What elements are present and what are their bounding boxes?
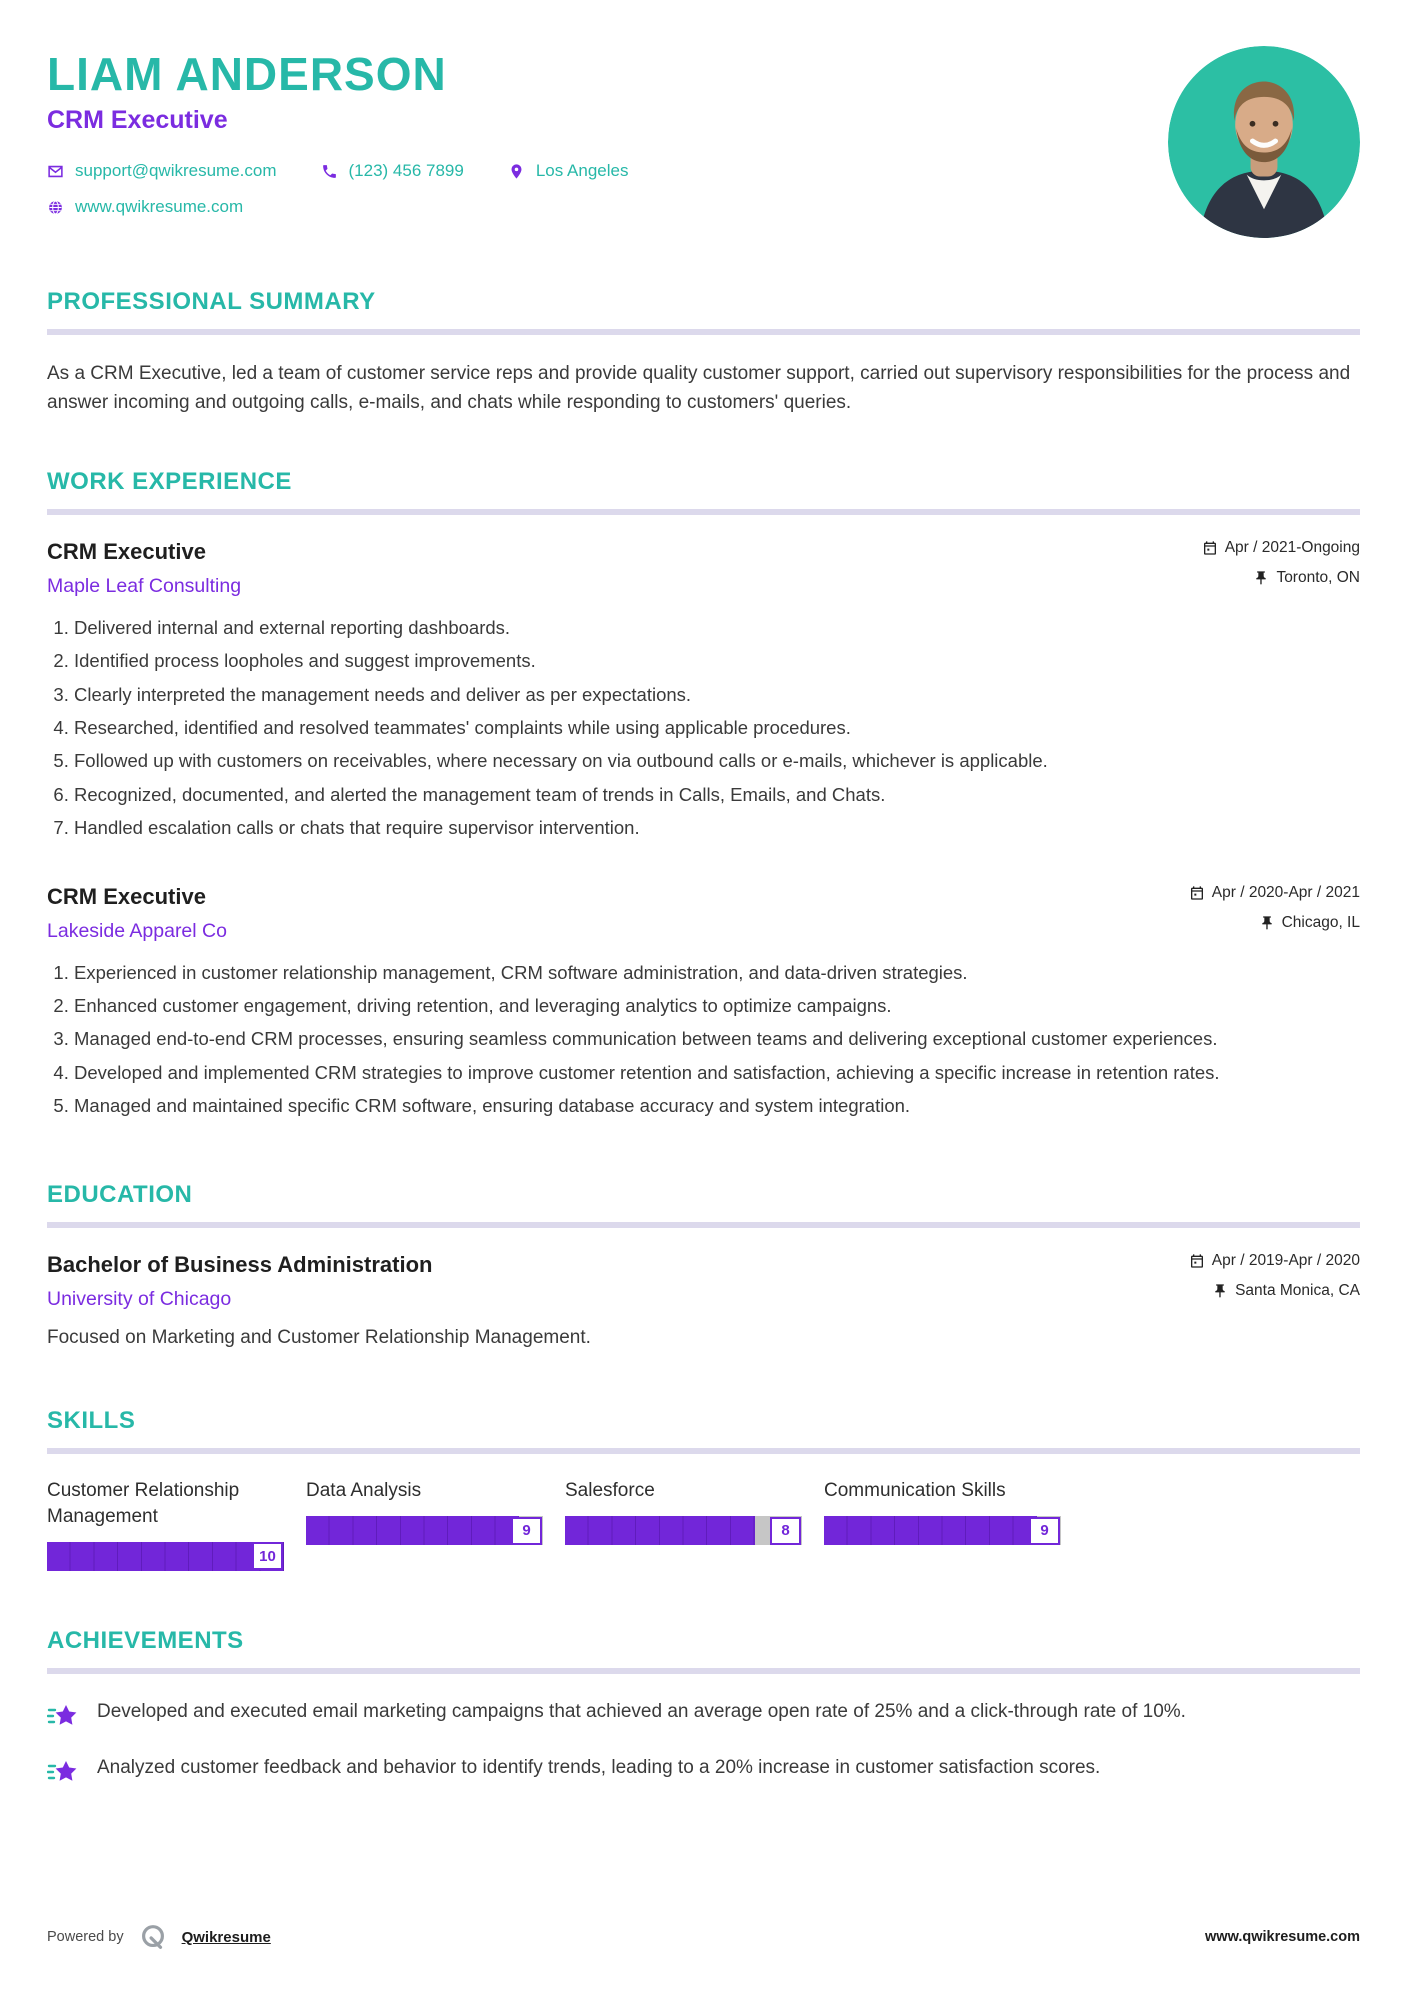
- education-location: Santa Monica, CA: [1235, 1282, 1360, 1300]
- job-bullet-list: [47, 614, 1360, 842]
- resume-header: [47, 42, 1360, 238]
- email-icon: [47, 163, 64, 180]
- pushpin-icon: [1212, 1283, 1228, 1299]
- job-bullet: 7. Handled escalation calls or chats that require supervisor intervention.: [74, 814, 1360, 841]
- section-education: [47, 1181, 1360, 1349]
- profile-photo: [1168, 46, 1360, 238]
- job-bullet: 1. Experienced in customer relationship management, CRM software administration, and data-driven strategies.: [74, 959, 1360, 986]
- skill-progress-bar: [306, 1516, 543, 1545]
- skill-progress-bar: [824, 1516, 1061, 1545]
- contact-website[interactable]: [47, 197, 243, 217]
- contact-row-2: [47, 197, 628, 217]
- calendar-icon: [1202, 540, 1218, 556]
- contact-row-1: [47, 161, 628, 181]
- education-description: Focused on Marketing and Customer Relationship Management.: [47, 1327, 591, 1349]
- achievements-heading: ACHIEVEMENTS: [47, 1626, 244, 1654]
- job-title: CRM Executive: [47, 538, 206, 564]
- skill-score-badge: 9: [1029, 1517, 1060, 1545]
- education-school-link[interactable]: University of Chicago: [47, 1288, 232, 1311]
- contact-location-text: Los Angeles: [535, 161, 629, 181]
- candidate-name: LIAM ANDERSON: [47, 48, 447, 100]
- shooting-star-icon: [47, 1700, 79, 1732]
- contact-email[interactable]: [47, 161, 277, 181]
- skills-grid: [47, 1478, 1360, 1570]
- education-entry-left: [47, 1252, 432, 1311]
- education-dates: Apr / 2019-Apr / 2020: [1211, 1252, 1360, 1270]
- skill-score-badge: 10: [252, 1542, 283, 1570]
- skill-item: [47, 1478, 284, 1570]
- education-heading: EDUCATION: [47, 1181, 193, 1209]
- skill-item: [565, 1478, 802, 1545]
- skill-score-badge: 9: [511, 1517, 542, 1545]
- calendar-icon: [1189, 885, 1205, 901]
- phone-icon: [321, 163, 338, 180]
- contact-email-text: support@qwikresume.com: [75, 161, 277, 181]
- skills-heading: SKILLS: [47, 1407, 136, 1435]
- job-location: Toronto, ON: [1276, 568, 1360, 586]
- experience-heading: WORK EXPERIENCE: [47, 467, 292, 495]
- job-dates: Apr / 2021-Ongoing: [1224, 538, 1360, 556]
- page-footer: [47, 1922, 1360, 1952]
- pushpin-icon: [1253, 570, 1269, 586]
- contact-phone[interactable]: [321, 161, 464, 181]
- header-left: [47, 42, 628, 217]
- job-bullet: 5. Managed and maintained specific CRM software, ensuring database accuracy and system integration.: [74, 1092, 1360, 1119]
- qwikresume-brand-link[interactable]: Qwikresume: [181, 1928, 271, 1946]
- education-entry-meta: [1189, 1252, 1360, 1300]
- section-rule: [47, 1448, 1360, 1454]
- job-bullet-list: [47, 959, 1360, 1120]
- skill-progress-bar: [47, 1542, 284, 1571]
- job-dates: Apr / 2020-Apr / 2021: [1211, 883, 1360, 901]
- skill-name: Communication Skills: [824, 1480, 1006, 1502]
- skill-progress-fill: [565, 1516, 755, 1545]
- skill-name: Data Analysis: [306, 1480, 422, 1502]
- job-bullet: 5. Followed up with customers on receivables, where necessary on via outbound calls or e-mails, whichever is applicable.: [74, 747, 1360, 774]
- qwikresume-logo-icon: [138, 1922, 168, 1952]
- achievement-text: Analyzed customer feedback and behavior to identify trends, leading to a 20% increase in customer satisfaction scores.: [97, 1756, 1101, 1778]
- job-entry: [47, 884, 1360, 1120]
- skill-item: [306, 1478, 543, 1545]
- job-bullet: 2. Identified process loopholes and suggest improvements.: [74, 647, 1360, 674]
- summary-text: As a CRM Executive, led a team of customer service reps and provide quality customer support, carried out supervisory responsibilities for the process and answer incoming and outgoing calls, e-mails, and chats while responding to customers' queries.: [47, 363, 1351, 414]
- globe-icon: [47, 199, 64, 216]
- summary-heading: PROFESSIONAL SUMMARY: [47, 288, 376, 315]
- skill-score-badge: 8: [770, 1517, 801, 1545]
- section-experience: [47, 468, 1360, 1120]
- footer-website-link[interactable]: www.qwikresume.com: [1205, 1929, 1360, 1945]
- contact-location: [508, 161, 629, 181]
- skill-progress-fill: [47, 1542, 284, 1571]
- job-entry-left: [47, 539, 241, 598]
- contact-phone-text: (123) 456 7899: [348, 161, 464, 181]
- achievement-item: [47, 1754, 1360, 1788]
- job-company-link[interactable]: Maple Leaf Consulting: [47, 574, 242, 597]
- skill-progress-fill: [824, 1516, 1037, 1545]
- section-rule: [47, 329, 1360, 335]
- achievements-list: [47, 1698, 1360, 1788]
- job-title: CRM Executive: [47, 883, 206, 909]
- section-achievements: [47, 1627, 1360, 1788]
- job-bullet: 6. Recognized, documented, and alerted the management team of trends in Calls, Emails, and Chats.: [74, 781, 1360, 808]
- section-rule: [47, 509, 1360, 515]
- section-summary: [47, 288, 1360, 418]
- job-bullet: 3. Clearly interpreted the management needs and deliver as per expectations.: [74, 681, 1360, 708]
- experience-list: [47, 539, 1360, 1120]
- pushpin-icon: [1259, 915, 1275, 931]
- skill-name: Customer Relationship Management: [47, 1480, 240, 1528]
- job-bullet: 4. Researched, identified and resolved teammates' complaints while using applicable procedures.: [74, 714, 1360, 741]
- job-bullet: 3. Managed end-to-end CRM processes, ensuring seamless communication between teams and delivering exceptional customer experiences.: [74, 1025, 1360, 1052]
- job-bullet: 4. Developed and implemented CRM strategies to improve customer retention and satisfaction, achieving a specific increase in retention rates.: [74, 1059, 1360, 1086]
- achievement-item: [47, 1698, 1360, 1732]
- job-bullet: 2. Enhanced customer engagement, driving retention, and leveraging analytics to optimize campaigns.: [74, 992, 1360, 1019]
- job-entry-left: [47, 884, 227, 943]
- skill-item: [824, 1478, 1061, 1545]
- location-pin-icon: [508, 163, 525, 180]
- skill-name: Salesforce: [565, 1480, 655, 1502]
- job-company-link[interactable]: Lakeside Apparel Co: [47, 919, 227, 942]
- education-degree: Bachelor of Business Administration: [47, 1252, 433, 1278]
- contact-website-text: www.qwikresume.com: [75, 197, 244, 217]
- powered-by-label: Powered by: [47, 1929, 124, 1945]
- section-rule: [47, 1668, 1360, 1674]
- job-bullet: 1. Delivered internal and external reporting dashboards.: [74, 614, 1360, 641]
- calendar-icon: [1189, 1253, 1205, 1269]
- skill-progress-fill: [306, 1516, 519, 1545]
- job-entry-meta: [1202, 539, 1360, 587]
- shooting-star-icon: [47, 1756, 79, 1788]
- job-entry: [47, 539, 1360, 842]
- candidate-job-title: CRM Executive: [47, 106, 228, 135]
- job-entry-meta: [1189, 884, 1360, 932]
- job-location: Chicago, IL: [1281, 913, 1360, 931]
- section-rule: [47, 1222, 1360, 1228]
- achievement-text: Developed and executed email marketing campaigns that achieved an average open rate of 25% and a click-through rate of 10%.: [97, 1700, 1186, 1722]
- skill-progress-bar: [565, 1516, 802, 1545]
- section-skills: [47, 1407, 1360, 1570]
